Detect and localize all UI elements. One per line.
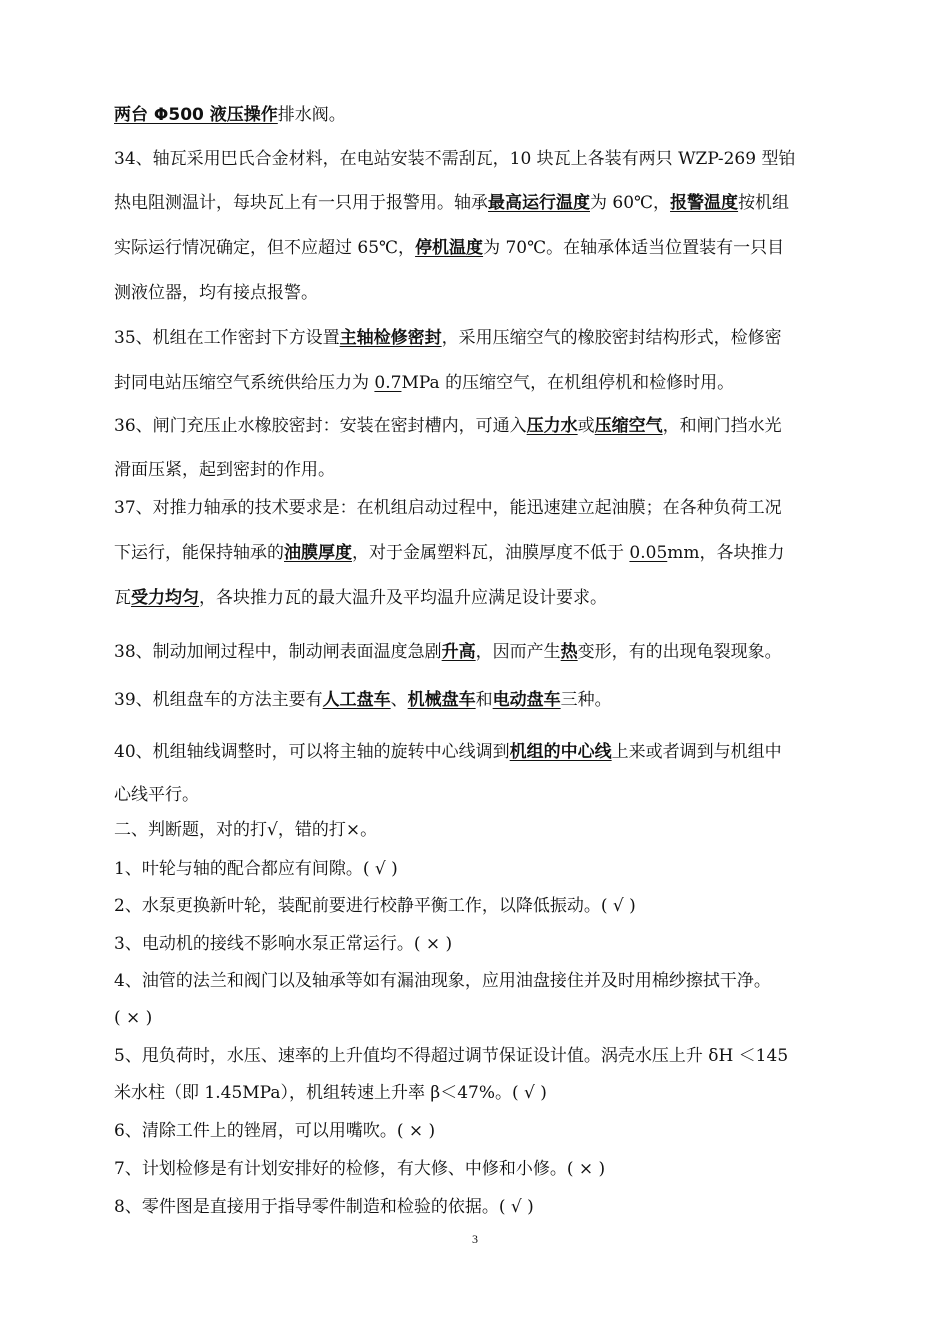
text-line <box>114 1157 605 1181</box>
text-segment: 40、机组轴线调整时，可以将主轴的旋转中心线调到 <box>114 742 510 762</box>
text-line <box>114 281 318 305</box>
text-segment: 34、轴瓦采用巴氏合金材料，在电站安装不需刮瓦，10 块瓦上各装有两只 WZP-269 型铂 <box>114 149 796 169</box>
text-segment: ，因而产生 <box>475 642 561 662</box>
text-segment: 三种。 <box>560 690 612 710</box>
answer-fill: 0.7 <box>374 373 402 393</box>
text-line <box>114 1119 435 1143</box>
text-segment: 5、甩负荷时，水压、速率的上升值均不得超过调节保证设计值。涡壳水压上升 δH ＜145 <box>114 1046 789 1066</box>
text-line <box>114 1044 788 1068</box>
text-segment: mm，各块推力 <box>667 543 785 563</box>
text-line <box>114 894 636 918</box>
text-line <box>114 371 734 395</box>
text-line <box>114 969 771 993</box>
text-line <box>114 818 377 842</box>
answer-fill: 0.05 <box>629 543 668 563</box>
text-line <box>114 640 782 664</box>
answer-fill: 机组的中心线 <box>509 742 612 762</box>
text-segment: 二、判断题，对的打√，错的打×。 <box>114 820 378 840</box>
answer-fill: 受力均匀 <box>131 588 199 608</box>
text-segment: 和 <box>475 690 493 710</box>
answer-fill: 压缩空气 <box>594 416 663 436</box>
text-segment: ，采用压缩空气的橡胶密封结构形式，检修密 <box>441 328 782 348</box>
answer-fill: 最高运行温度 <box>488 193 590 213</box>
answer-fill: 人工盘车 <box>322 690 391 710</box>
text-segment: 滑面压紧，起到密封的作用。 <box>114 460 335 480</box>
text-segment: ( × ) <box>114 1008 153 1028</box>
answer-fill: 主轴检修密封 <box>339 328 442 348</box>
text-line <box>114 1195 534 1219</box>
text-segment: 38、制动加闸过程中，制动闸表面温度急剧 <box>114 642 442 662</box>
text-segment: 为 60℃， <box>590 193 671 213</box>
text-segment: 按机组 <box>738 193 790 213</box>
text-line <box>114 688 612 712</box>
text-segment: 封同电站压缩空气系统供给压力为 <box>114 373 375 393</box>
text-line <box>114 103 346 127</box>
answer-fill: 电动盘车 <box>492 690 561 710</box>
text-line <box>114 857 398 881</box>
text-segment: MPa 的压缩空气，在机组停机和检修时用。 <box>401 373 735 393</box>
text-line <box>114 932 452 956</box>
text-line <box>114 414 782 438</box>
text-line <box>114 496 782 520</box>
text-segment: 8、零件图是直接用于指导零件制造和检验的依据。( √ ) <box>114 1197 534 1217</box>
text-line <box>114 740 782 764</box>
answer-fill: 两台 Φ500 液压操作 <box>114 105 278 125</box>
text-segment: 37、对推力轴承的技术要求是：在机组启动过程中，能迅速建立起油膜；在各种负荷工况 <box>114 498 782 518</box>
text-segment: ，各块推力瓦的最大温升及平均温升应满足设计要求。 <box>199 588 607 608</box>
answer-fill: 报警温度 <box>670 193 739 213</box>
text-segment: ，和闸门挡水光 <box>662 416 782 436</box>
text-segment: 36、闸门充压止水橡胶密封：安装在密封槽内，可通入 <box>114 416 527 436</box>
text-segment: ，对于金属塑料瓦，油膜厚度不低于 <box>352 543 630 563</box>
text-segment: 1、叶轮与轴的配合都应有间隙。( √ ) <box>114 859 398 879</box>
text-line <box>114 1006 152 1030</box>
page-number: 3 <box>472 1232 478 1246</box>
text-segment: 2、水泵更换新叶轮，装配前要进行校静平衡工作，以降低振动。( √ ) <box>114 896 636 916</box>
text-segment: 米水柱（即 1.45MPa），机组转速上升率 β＜47%。( √ ) <box>114 1083 547 1103</box>
text-segment: 实际运行情况确定，但不应超过 65℃， <box>114 238 416 258</box>
text-line <box>114 326 782 350</box>
text-segment: 上来或者调到与机组中 <box>611 742 782 762</box>
text-line <box>114 1081 547 1105</box>
answer-fill: 机械盘车 <box>407 690 476 710</box>
text-line <box>114 541 785 565</box>
answer-fill: 油膜厚度 <box>284 543 352 563</box>
text-line <box>114 458 335 482</box>
text-segment: 下运行，能保持轴承的 <box>114 543 284 563</box>
text-segment: 变形，有的出现龟裂现象。 <box>577 642 782 662</box>
text-segment: 39、机组盘车的方法主要有 <box>114 690 323 710</box>
text-segment: 测液位器，均有接点报警。 <box>114 283 318 303</box>
text-segment: 或 <box>577 416 595 436</box>
text-segment: 瓦 <box>114 588 131 608</box>
text-segment: 4、油管的法兰和阀门以及轴承等如有漏油现象，应用油盘接住并及时用棉纱擦拭干净。 <box>114 971 771 991</box>
text-line <box>114 783 199 807</box>
answer-fill: 升高 <box>441 642 476 662</box>
text-line <box>114 586 607 610</box>
text-segment: 为 70℃。在轴承体适当位置装有一只目 <box>483 238 785 258</box>
answer-fill: 热 <box>560 642 578 662</box>
answer-fill: 压力水 <box>526 416 578 436</box>
text-segment: 6、清除工件上的锉屑，可以用嘴吹。( × ) <box>114 1121 436 1141</box>
text-line <box>114 191 789 215</box>
text-segment: 排水阀。 <box>277 105 346 125</box>
text-segment: 3、电动机的接线不影响水泵正常运行。( × ) <box>114 934 453 954</box>
text-line <box>114 236 784 260</box>
answer-fill: 停机温度 <box>415 238 484 258</box>
text-segment: 7、计划检修是有计划安排好的检修，有大修、中修和小修。( × ) <box>114 1159 606 1179</box>
text-segment: 心线平行。 <box>114 785 199 805</box>
text-segment: 热电阻测温计，每块瓦上有一只用于报警用。轴承 <box>114 193 488 213</box>
text-line <box>114 147 795 171</box>
text-segment: 35、机组在工作密封下方设置 <box>114 328 340 348</box>
text-segment: 、 <box>390 690 408 710</box>
